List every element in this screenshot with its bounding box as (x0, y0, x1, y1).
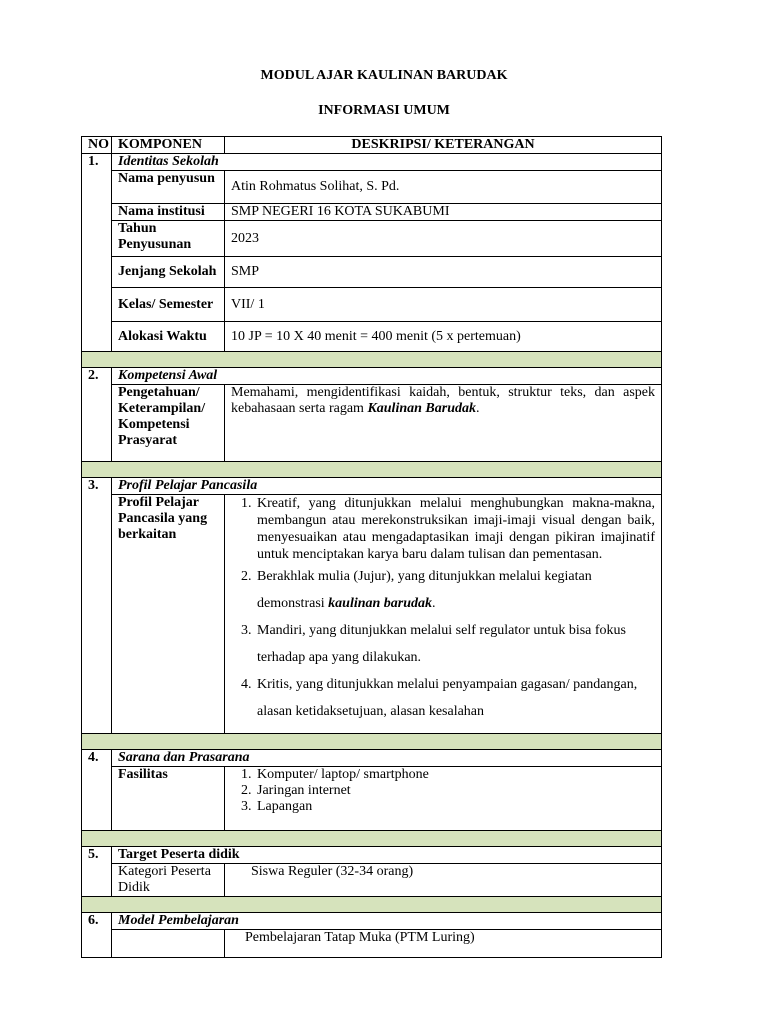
row-value: Pembelajaran Tatap Muka (PTM Luring) (225, 930, 662, 958)
row-label: Pengetahuan/ Keterampilan/ Kompetensi Prasyarat (112, 385, 225, 462)
section-row (82, 913, 662, 930)
row-value: SMP NEGERI 16 KOTA SUKABUMI (225, 204, 662, 221)
separator-row (82, 462, 662, 478)
table-row (82, 171, 662, 204)
header-row (82, 137, 662, 154)
section-title: Sarana dan Prasarana (112, 750, 662, 767)
row-value (225, 495, 662, 734)
section-row (82, 847, 662, 864)
table-row (82, 767, 662, 831)
text-end: . (476, 401, 480, 416)
list-item-text: Berakhlak mulia (Jujur), yang ditunjukkan melalui kegiatan demonstrasi (257, 569, 592, 611)
row-label: Nama institusi (112, 204, 225, 221)
profile-list (227, 495, 655, 725)
section-row (82, 368, 662, 385)
row-value: SMP (225, 257, 662, 288)
section-number: 6. (82, 913, 112, 958)
row-label: Alokasi Waktu (112, 322, 225, 352)
row-label: Nama penyusun (112, 171, 225, 204)
row-value (225, 767, 662, 831)
row-value: VII/ 1 (225, 288, 662, 322)
header-deskripsi: DESKRIPSI/ KETERANGAN (225, 137, 662, 154)
list-item: 3. Lapangan (255, 799, 655, 815)
table-row (82, 204, 662, 221)
table-row (82, 930, 662, 958)
header-komponen: KOMPONEN (112, 137, 225, 154)
section-title: Identitas Sekolah (112, 154, 662, 171)
list-item: 4. Kritis, yang ditunjukkan melalui penyampaian gagasan/ pandangan, alasan ketidaksetujuan, alasan kesalahan (255, 671, 655, 725)
row-value (225, 385, 662, 462)
list-item: 1. Komputer/ laptop/ smartphone (255, 767, 655, 783)
section-title: Profil Pelajar Pancasila (112, 478, 662, 495)
row-label (112, 930, 225, 958)
separator-row (82, 897, 662, 913)
table-row (82, 864, 662, 897)
section-heading: INFORMASI UMUM (318, 103, 450, 118)
row-label: Profil Pelajar Pancasila yang berkaitan (112, 495, 225, 734)
table-row (82, 257, 662, 288)
section-row (82, 478, 662, 495)
row-label: Kategori Peserta Didik (112, 864, 225, 897)
section-title: Kompetensi Awal (112, 368, 662, 385)
emphasis-text: kaulinan barudak (328, 596, 433, 611)
section-number: 3. (82, 478, 112, 734)
text-end: . (432, 596, 436, 611)
row-value: 10 JP = 10 X 40 menit = 400 menit (5 x pertemuan) (225, 322, 662, 352)
section-title: Target Peserta didik (112, 847, 662, 864)
row-label: Kelas/ Semester (112, 288, 225, 322)
row-value: Siswa Reguler (32-34 orang) (225, 864, 662, 897)
table-row (82, 322, 662, 352)
section-number: 4. (82, 750, 112, 831)
list-item: 2. Jaringan internet (255, 783, 655, 799)
facility-list (227, 767, 655, 815)
list-item: 3. Mandiri, yang ditunjukkan melalui self regulator untuk bisa fokus terhadap apa yang dilakukan. (255, 617, 655, 671)
table-row (82, 385, 662, 462)
separator-row (82, 352, 662, 368)
info-table (81, 136, 662, 958)
section-title: Model Pembelajaran (112, 913, 662, 930)
separator-row (82, 734, 662, 750)
header-no: NO (82, 137, 112, 154)
section-row (82, 750, 662, 767)
competency-text: Memahami, mengidentifikasi kaidah, bentuk, struktur teks, dan aspek kebahasaan serta ragam (231, 385, 655, 416)
list-item: 1. Kreatif, yang ditunjukkan melalui menghubungkan makna-makna, membangun atau merekonstruksikan imaji-imaji visual dengan baik, menyesuaikan atau mengadaptasikan imaji dengan pikiran imajinatif untuk menciptakan karya baru dalam tulisan dan pementasan. (255, 495, 655, 563)
separator-row (82, 831, 662, 847)
row-label: Jenjang Sekolah (112, 257, 225, 288)
emphasis-text: Kaulinan Barudak (367, 401, 476, 416)
table-row (82, 288, 662, 322)
section-number: 1. (82, 154, 112, 352)
table-row (82, 495, 662, 734)
row-label: Tahun Penyusunan (112, 221, 225, 257)
document-title: MODUL AJAR KAULINAN BARUDAK (260, 68, 508, 83)
row-label: Fasilitas (112, 767, 225, 831)
table-row (82, 221, 662, 257)
row-value: Atin Rohmatus Solihat, S. Pd. (225, 171, 662, 204)
section-number: 5. (82, 847, 112, 897)
row-value: 2023 (225, 221, 662, 257)
section-row (82, 154, 662, 171)
section-number: 2. (82, 368, 112, 462)
list-item (255, 563, 655, 617)
